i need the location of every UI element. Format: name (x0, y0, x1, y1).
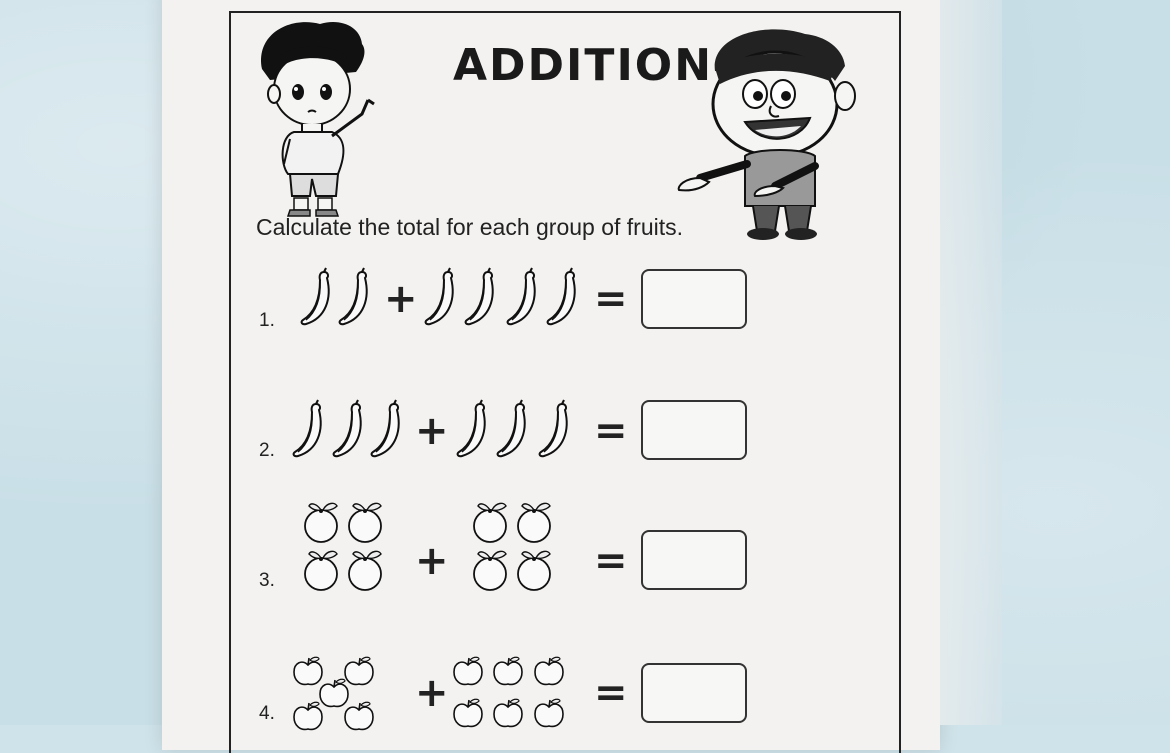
apple-icon (292, 700, 326, 732)
worksheet-title: ADDITION (452, 40, 714, 91)
orange-icon (516, 548, 554, 592)
orange-icon (303, 500, 341, 544)
orange-icon (347, 500, 385, 544)
equals-sign: = (594, 276, 628, 322)
answer-box[interactable] (641, 530, 747, 590)
equals-sign: = (594, 408, 628, 454)
answer-box[interactable] (641, 269, 747, 329)
banana-icon (422, 268, 458, 328)
plus-sign: + (415, 408, 449, 454)
apple-icon (533, 655, 567, 687)
apple-icon (533, 697, 567, 729)
orange-icon (472, 548, 510, 592)
orange-icon (472, 500, 510, 544)
apple-icon (492, 697, 526, 729)
problem-number: 2. (259, 440, 275, 461)
apple-icon (343, 700, 377, 732)
equals-sign: = (594, 538, 628, 584)
banana-icon (536, 400, 572, 460)
equals-sign: = (594, 670, 628, 716)
boy-presenting-icon (675, 26, 865, 246)
orange-icon (303, 548, 341, 592)
apple-icon (452, 655, 486, 687)
answer-box[interactable] (641, 663, 747, 723)
problem-number: 4. (259, 703, 275, 724)
banana-icon (462, 268, 498, 328)
orange-icon (516, 500, 554, 544)
orange-icon (347, 548, 385, 592)
banana-icon (298, 268, 334, 328)
banana-icon (290, 400, 326, 460)
plus-sign: + (415, 538, 449, 584)
problem-number: 3. (259, 570, 275, 591)
banana-icon (336, 268, 372, 328)
banana-icon (454, 400, 490, 460)
instruction-text: Calculate the total for each group of fruits. (256, 214, 684, 240)
boy-pointing-icon (250, 14, 390, 219)
banana-icon (330, 400, 366, 460)
apple-icon (492, 655, 526, 687)
plus-sign: + (415, 670, 449, 716)
problem-number: 1. (259, 310, 275, 331)
banana-icon (494, 400, 530, 460)
apple-icon (452, 697, 486, 729)
plus-sign: + (384, 276, 418, 322)
banana-icon (504, 268, 540, 328)
banana-icon (544, 268, 580, 328)
paper-shadow-edge (940, 0, 1002, 725)
answer-box[interactable] (641, 400, 747, 460)
banana-icon (368, 400, 404, 460)
